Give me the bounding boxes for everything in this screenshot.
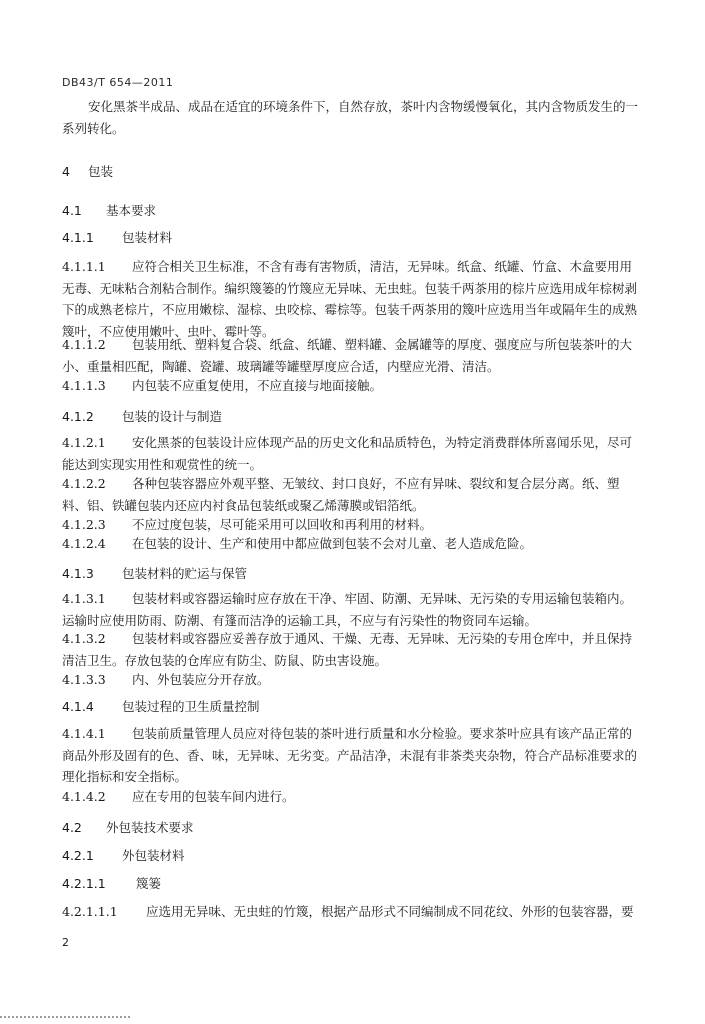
clause-text: 包装材料或容器运输时应存放在干净、牢固、防潮、无异味、无污染的专用运输包装箱内。运输时应使用防雨、防潮、有篷而洁净的运输工具，不应与有污染性的物资同车运输。 xyxy=(62,591,633,628)
section-title: 包装 xyxy=(87,164,113,179)
clause-text: 内包装不应重复使用，不应直接与地面接触。 xyxy=(132,378,383,393)
clause-4-1-3-2 xyxy=(62,628,644,671)
clause-4-1-4-1 xyxy=(62,723,644,788)
section-4-1-3-heading xyxy=(62,564,247,584)
section-title: 外包装技术要求 xyxy=(105,820,194,835)
section-number: 4.1.1 xyxy=(62,230,94,245)
page-number: 2 xyxy=(62,936,69,949)
section-4-heading xyxy=(62,162,113,182)
section-number: 4.1.3 xyxy=(62,566,94,581)
clause-text: 应选用无异味、无虫蛀的竹篾，根据产品形式不同编制成不同花纹、外形的包装容器，要 xyxy=(146,904,634,919)
section-title: 外包装材料 xyxy=(121,848,185,863)
clause-4-1-3-1 xyxy=(62,588,644,631)
clause-4-2-1-1-1 xyxy=(62,901,644,923)
clause-number: 4.2.1.1.1 xyxy=(62,904,118,919)
clause-number: 4.1.3.2 xyxy=(62,631,106,646)
section-4-2-1-1-heading xyxy=(62,874,161,894)
clause-4-1-4-2 xyxy=(62,786,644,808)
clause-number: 4.1.2.1 xyxy=(62,435,106,450)
section-title: 包装材料 xyxy=(121,230,172,245)
section-number: 4.2 xyxy=(62,820,82,835)
section-4-1-heading xyxy=(62,201,156,221)
section-number: 4.2.1.1 xyxy=(62,876,106,891)
clause-number: 4.1.1.2 xyxy=(62,337,106,352)
clause-4-1-2-2 xyxy=(62,473,644,516)
clause-4-1-1-3 xyxy=(62,375,644,397)
clause-4-1-1-2 xyxy=(62,334,644,377)
section-title: 包装过程的卫生质量控制 xyxy=(121,699,260,714)
section-number: 4 xyxy=(62,164,70,179)
clause-text: 包装前质量管理人员应对待包装的茶叶进行质量和水分检验。要求茶叶应具有该产品正常的商品外形及固有的色、香、味，无异味、无劣变。产品洁净，未混有非茶类夹杂物，符合产品标准要求的理化指标和安全指标。 xyxy=(62,726,638,784)
section-title: 包装材料的贮运与保管 xyxy=(121,566,247,581)
section-number: 4.1.2 xyxy=(62,409,94,424)
section-4-1-2-heading xyxy=(62,407,222,427)
clause-number: 4.1.1.3 xyxy=(62,378,106,393)
clause-text: 安化黑茶的包装设计应体现产品的历史文化和品质特色，为特定消费群体所喜闻乐见，尽可能达到实现实用性和观赏性的统一。 xyxy=(62,435,633,472)
section-title: 篾篓 xyxy=(135,876,161,891)
clause-4-1-3-3 xyxy=(62,669,644,691)
clause-text: 包装用纸、塑料复合袋、纸盒、纸罐、塑料罐、金属罐等的厚度、强度应与所包装茶叶的大小、重量相匹配，陶罐、瓷罐、玻璃罐等罐壁厚度应合适，内壁应光滑、清洁。 xyxy=(62,337,633,374)
section-4-1-1-heading xyxy=(62,228,172,248)
clause-text: 应符合相关卫生标准，不含有毒有害物质，清洁，无异味。纸盒、纸罐、竹盒、木盒要用用无毒、无味粘合剂粘合制作。编织篾篓的竹篾应无异味、无虫蛀。包装千两茶用的棕片应选用成年棕树剥下的成熟老棕片，不应用嫩棕、湿棕、虫咬棕、霉棕等。包装千两茶用的篾叶应选用当年或隔年生的成熟篾叶，不应使用嫩叶、虫叶、霉叶等。 xyxy=(62,259,638,339)
section-4-1-4-heading xyxy=(62,697,260,717)
section-4-2-1-heading xyxy=(62,846,185,866)
document-id: DB43/T 654—2011 xyxy=(62,76,174,89)
clause-number: 4.1.1.1 xyxy=(62,259,106,274)
scan-artifact-line xyxy=(0,1016,130,1020)
clause-number: 4.1.2.3 xyxy=(62,517,106,532)
section-title: 包装的设计与制造 xyxy=(121,409,222,424)
section-4-2-heading xyxy=(62,818,194,838)
clause-text: 内、外包装应分开存放。 xyxy=(132,672,270,687)
section-title: 基本要求 xyxy=(105,203,156,218)
clause-number: 4.1.4.2 xyxy=(62,789,106,804)
clause-number: 4.1.3.3 xyxy=(62,672,106,687)
clause-number: 4.1.2.2 xyxy=(62,476,106,491)
clause-number: 4.1.2.4 xyxy=(62,536,106,551)
clause-number: 4.1.4.1 xyxy=(62,726,106,741)
clause-text: 包装材料或容器应妥善存放于通风、干燥、无毒、无异味、无污染的专用仓库中，并且保持清洁卫生。存放包装的仓库应有防尘、防鼠、防虫害设施。 xyxy=(62,631,633,668)
section-number: 4.1 xyxy=(62,203,82,218)
intro-paragraph: 安化黑茶半成品、成品在适宜的环境条件下，自然存放，茶叶内含物缓慢氧化，其内含物质发生的一系列转化。 xyxy=(62,99,639,136)
section-number: 4.2.1 xyxy=(62,848,94,863)
clause-text: 各种包装容器应外观平整、无皱纹、封口良好，不应有异味、裂纹和复合层分离。纸、塑料、铝、铁罐包装内还应内衬食品包装纸或聚乙烯薄膜或铝箔纸。 xyxy=(62,476,620,513)
clause-text: 不应过度包装，尽可能采用可以回收和再利用的材料。 xyxy=(132,517,433,532)
clause-4-1-2-1 xyxy=(62,432,644,475)
clause-number: 4.1.3.1 xyxy=(62,591,106,606)
clause-text: 应在专用的包装车间内进行。 xyxy=(132,789,295,804)
section-number: 4.1.4 xyxy=(62,699,94,714)
clause-4-1-2-4 xyxy=(62,533,644,555)
clause-text: 在包装的设计、生产和使用中都应做到包装不会对儿童、老人造成危险。 xyxy=(132,536,533,551)
clause-4-1-1-1 xyxy=(62,256,644,342)
